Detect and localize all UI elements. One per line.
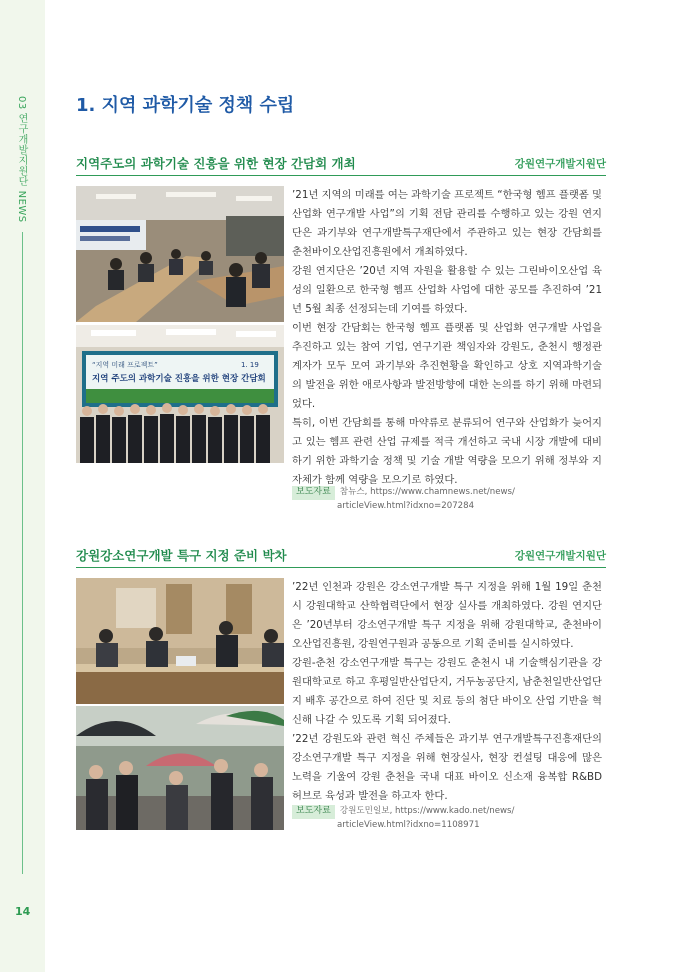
- sidebar: [0, 0, 45, 972]
- paragraph: 강원 연지단은 ’20년 지역 자원을 활용할 수 있는 그린바이오산업 육성의 일환으로 한국형 헴프 산업화 사업에 대한 공모를 추진하여 ’21년 5월 최종 선정되는데 기여를 하였다.: [292, 265, 602, 315]
- paragraph: 이번 현장 간담회는 한국형 헴프 플랫폼 및 산업화 연구개발 사업을 추진하고 있는 참여 기업, 연구기관 책임자와 강원도, 춘천시 행정관계자가 모두 모여 과기부와 추진현황을 확인하고 상호 지역과학기술의 발전을 위한 애로사항과 발전방향에 대한 논의를 하기 위해 마련되었다.: [292, 322, 602, 410]
- sidebar-title: 03 연구개발지원단 NEWS: [16, 96, 27, 223]
- group-photo: [76, 325, 284, 463]
- section-header: [76, 153, 606, 176]
- section-header: [76, 545, 606, 568]
- source-label: 보도자료: [292, 486, 335, 500]
- source-text-cont: articleView.html?idxno=1108971: [337, 819, 480, 830]
- outdoor-photo: [76, 706, 284, 830]
- section-body: [292, 578, 602, 806]
- site-inspection-photo: [76, 578, 284, 704]
- sidebar-divider: [22, 232, 23, 874]
- paragraph: ’22년 인천과 강원은 강소연구개발 특구 지정을 위해 1월 19일 춘천시 강원대학교 산학협력단에서 현장 실사를 개최하였다. 강원 연지단은 ’20년부터 강소연구개발 특구 지정을 위해 강원대학교, 춘천바이오산업진흥원, 강원연구원과 공동으로 기획 준비를 실시하였다.: [292, 581, 602, 650]
- source-text: 강원도민일보, https://www.kado.net/news/: [339, 806, 515, 816]
- section-org: 강원연구개발지원단: [514, 550, 606, 562]
- source-label: 보도자료: [292, 805, 335, 819]
- source-citation: [292, 486, 602, 513]
- paragraph: 강원-춘천 강소연구개발 특구는 강원도 춘천시 내 기술핵심기관을 강원대학교로 하고 후평일반산업단지, 거두농공단지, 남춘천일반산업단지 배후 공간으로 하여 진단 및 치료 등의 첨단 바이오 산업 기반을 혁신해 나갈 수 있도록 기획 되어졌다.: [292, 657, 602, 726]
- source-text: 참뉴스, https://www.chamnews.net/news/: [339, 487, 515, 497]
- page-heading: 1. 지역 과학기술 정책 수립: [76, 95, 295, 116]
- paragraph: 특히, 이번 간담회를 통해 마약류로 분류되어 연구와 산업화가 늦어지고 있는 헴프 관련 산업 규제를 적극 개선하고 국내 시장 개발에 대비하기 위한 과학기술 정책 및 기술 개발 역량을 모으기 위해 정부와 지자체가 함께 역량을 모으기로 하였다.: [292, 417, 602, 486]
- paragraph: ’21년 지역의 미래를 여는 과학기술 프로젝트 “한국형 헴프 플랫폼 및 산업화 연구개발 사업”의 기획 전담 관리를 수행하고 있는 강원 연지단은 과기부와 연구개발특구재단에서 주관하고 있는 현장 간담회를 춘천바이오산업진흥원에서 개최하였다.: [292, 189, 602, 258]
- source-citation: [292, 805, 602, 832]
- meeting-photo: [76, 186, 284, 322]
- banner-line-2: 지역 주도의 과학기술 진흥을 위한 현장 간담회: [92, 374, 266, 384]
- page-number: 14: [15, 905, 31, 918]
- section-org: 강원연구개발지원단: [514, 158, 606, 170]
- section-title: 강원강소연구개발 특구 지정 준비 박차: [76, 548, 287, 563]
- paragraph: ’22년 강원도와 관련 혁신 주체들은 과기부 연구개발특구진흥재단의 강소연구개발 특구 지정을 위해 현장실사, 현장 컨설팅 대응에 많은 노력을 기울여 강원 춘천을 국내 대표 바이오 신소재 융복합 R&BD 허브로 육성과 발전을 하고자 한다.: [292, 733, 602, 802]
- section-title: 지역주도의 과학기술 진흥을 위한 현장 간담회 개최: [76, 156, 356, 171]
- source-text-cont: articleView.html?idxno=207284: [337, 500, 475, 511]
- banner-date: 1. 19: [241, 361, 259, 369]
- banner-line-1: “지역 미래 프로젝트”: [92, 361, 158, 369]
- section-body: [292, 186, 602, 490]
